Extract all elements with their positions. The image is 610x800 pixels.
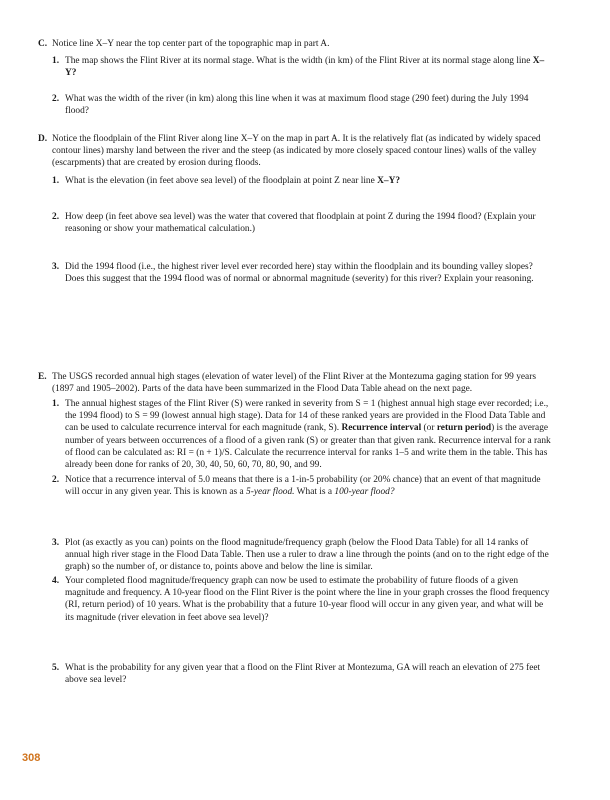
question-e2-number: 2. [52,475,60,485]
question-d1 [52,175,552,187]
section-e-intro: The USGS recorded annual high stages (elevation of water level) of the Flint River at the Montezuma gaging station for 99 years (1897 and 1905–2002). Parts of the data have been summarized in the Flood Data Table ahead on the next page. [52,372,536,395]
question-e1 [52,398,552,471]
question-e3-number: 3. [52,538,60,548]
question-d3-number: 3. [52,262,60,272]
section-c-label: C. [38,39,48,49]
section-e-label: E. [38,372,47,382]
section-e [38,371,558,395]
question-e5-text: What is the probability for any given year that a flood on the Flint River at Montezuma, GA will reach an elevation of 275 feet above sea level? [65,663,541,686]
page-number: 308 [22,752,41,764]
question-e4-text: Your completed flood magnitude/frequency graph can now be used to estimate the probability of future floods of a given magnitude and frequency. A 10-year flood on the Flint River is the point where the line in your graph crosses the flood frequency (RI, return period) of 10 years. What is the probability that a future 10-year flood will occur in any given year, and what will be its magnitude (river elevation in feet above sea level)? [65,576,550,623]
question-e4-number: 4. [52,576,60,586]
question-d1-text: What is the elevation (in feet above sea level) of the floodplain at point Z near line X–Y? [65,176,401,186]
section-d [38,133,558,170]
question-e4 [52,575,552,624]
question-e2-text: Notice that a recurrence interval of 5.0 means that there is a 1-in-5 probability (or 20% chance) that an event of that magnitude will occur in any given year. This is known as a 5-year flood. What is a 100-year flood? [65,475,541,498]
question-d2-number: 2. [52,212,60,222]
question-d2 [52,211,552,235]
question-c2-text: What was the width of the river (in km) along this line when it was at maximum flood stage (290 feet) during the July 1994 flood? [65,94,529,117]
question-e1-text: The annual highest stages of the Flint River (S) were ranked in severity from S = 1 (highest annual high stage ever recorded; i.e., the 1994 flood) to S = 99 (lowest annual high stage). Data for 14 of these ranked years are provided in the Flood Data Table and can be used to calculate recurrence interval for each magnitude (rank, S). Recurrence interval (or return period) is the average number of years between occurrences of a flood of a given rank (S) or greater than that given rank. Recurrence interval for a rank of flood can be calculated as: RI = (n + 1)/S. Calculate the recurrence interval for ranks 1–5 and write them in the table. This has already been done for ranks of 20, 30, 40, 50, 60, 70, 80, 90, and 99. [65,399,551,471]
question-d3-text: Did the 1994 flood (i.e., the highest river level ever recorded here) stay within the floodplain and its bounding valley slopes? Does this suggest that the 1994 flood was of normal or abnormal magnitude (severity) for this river? Explain your reasoning. [65,262,534,285]
question-e3 [52,537,552,574]
question-c1-text: The map shows the Flint River at its normal stage. What is the width (in km) of the Flint River at its normal stage along line X–Y? [65,56,545,79]
section-c-intro: Notice line X–Y near the top center part of the topographic map in part A. [52,39,330,49]
question-d1-number: 1. [52,176,60,186]
question-e1-number: 1. [52,399,60,409]
question-d3 [52,261,552,285]
question-e5-number: 5. [52,663,60,673]
section-c [38,38,558,50]
question-d2-text: How deep (in feet above sea level) was the water that covered that floodplain at point Z during the 1994 flood? (Explain your reasoning or show your mathematical calculation.) [65,212,536,235]
question-c1-number: 1. [52,56,60,66]
question-c2 [52,93,552,117]
question-c2-number: 2. [52,94,60,104]
section-d-label: D. [38,134,48,144]
section-d-intro: Notice the floodplain of the Flint River along line X–Y on the map in part A. It is the relatively flat (as indicated by widely spaced contour lines) marshy land between the river and the steep (as indicated by more closely spaced contour lines) walls of the valley (escarpments) that are created by erosion during floods. [52,134,541,169]
question-c1 [52,55,552,79]
question-e5 [52,662,552,686]
question-e3-text: Plot (as exactly as you can) points on the flood magnitude/frequency graph (below the Flood Data Table) for all 14 ranks of annual high river stage in the Flood Data Table. Then use a ruler to draw a line through the points (and on to the right edge of the graph) so the number of, or distance to, points above and below the line is similar. [65,538,549,573]
question-e2 [52,474,552,498]
